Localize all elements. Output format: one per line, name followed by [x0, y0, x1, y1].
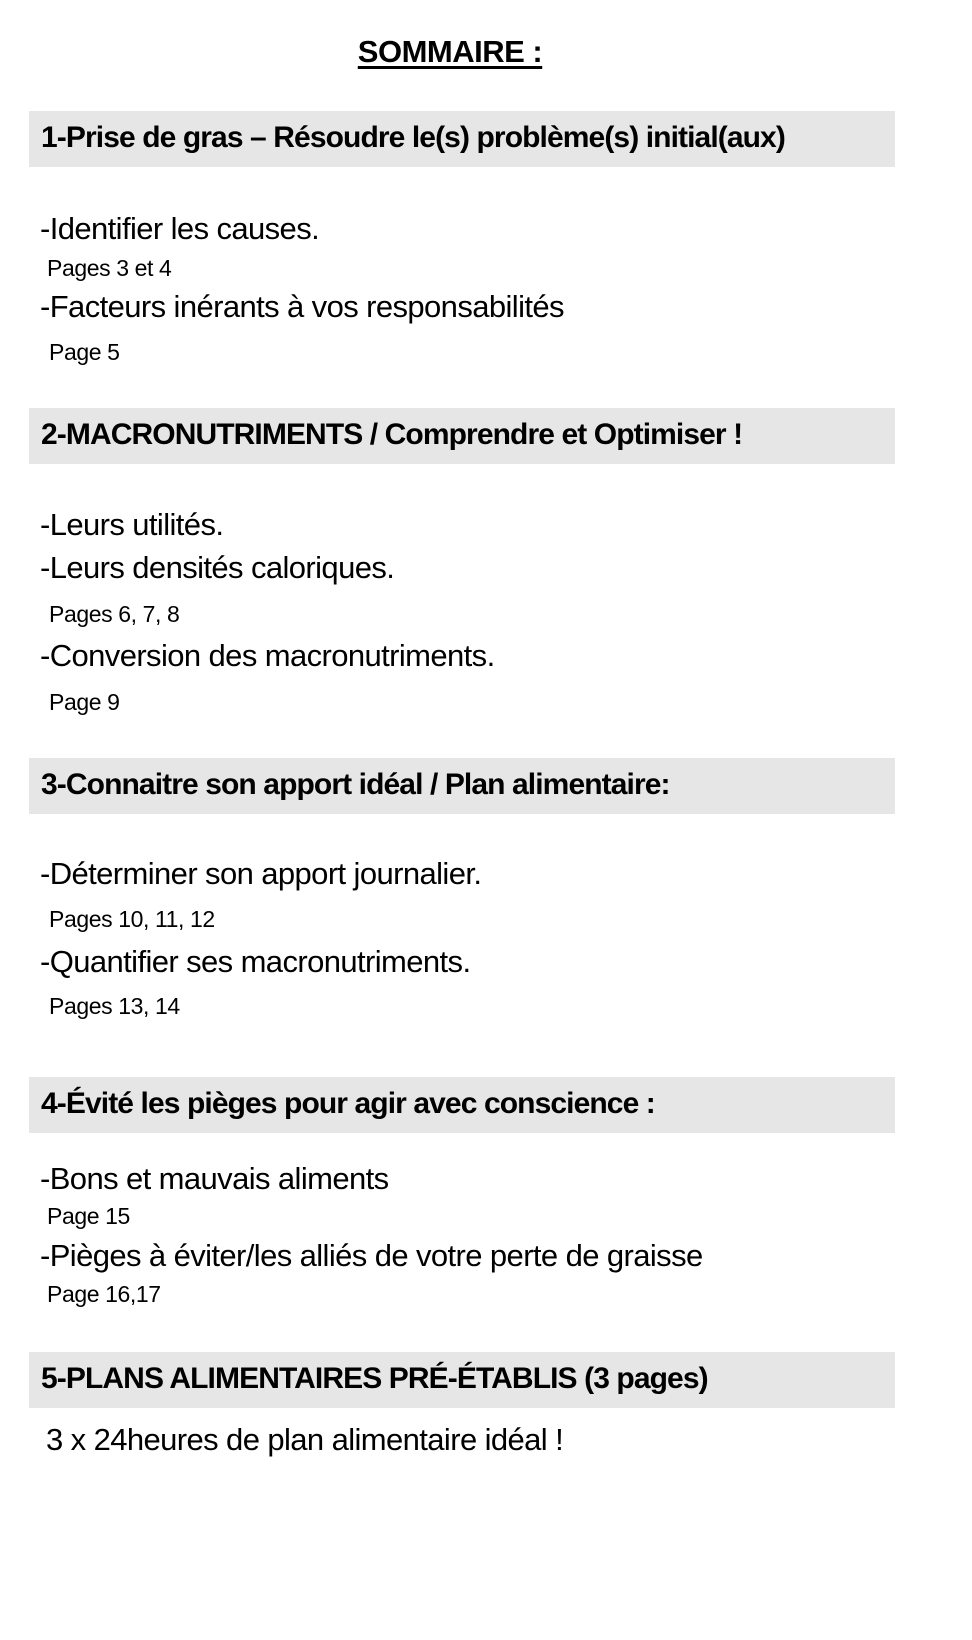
section-4-item-1-pages: Page 15 [47, 1203, 130, 1229]
section-2-item-2: -Leurs densités caloriques. [40, 550, 395, 585]
section-4-header [29, 1077, 895, 1133]
section-2-item-1: -Leurs utilités. [40, 507, 224, 542]
section-2-item-3-pages: Page 9 [49, 689, 120, 715]
section-3-item-2: -Quantifier ses macronutriments. [40, 944, 471, 979]
section-4-item-1: -Bons et mauvais aliments [40, 1161, 389, 1196]
section-5-item-1: 3 x 24heures de plan alimentaire idéal ! [46, 1422, 564, 1457]
section-1-heading: 1-Prise de gras – Résoudre le(s) problème(s) initial(aux) [41, 121, 785, 154]
section-4-item-2-pages: Page 16,17 [47, 1281, 161, 1307]
section-3-heading: 3-Connaitre son apport idéal / Plan alimentaire: [41, 768, 670, 801]
section-3-header [29, 758, 895, 814]
section-2-heading: 2-MACRONUTRIMENTS / Comprendre et Optimiser ! [41, 418, 743, 451]
section-5-header [29, 1352, 895, 1408]
page-title: SOMMAIRE : [357, 34, 543, 69]
section-3-item-1: -Déterminer son apport journalier. [40, 856, 482, 891]
section-1-item-1: -Identifier les causes. [40, 211, 320, 246]
section-2-item-2-pages: Pages 6, 7, 8 [49, 601, 180, 627]
section-5-heading: 5-PLANS ALIMENTAIRES PRÉ-ÉTABLIS (3 pages) [41, 1362, 708, 1395]
section-4-heading: 4-Évité les pièges pour agir avec conscience : [41, 1087, 655, 1120]
section-1-header [29, 111, 895, 167]
section-2-item-3: -Conversion des macronutriments. [40, 638, 495, 673]
section-1-item-2: -Facteurs inérants à vos responsabilités [40, 289, 564, 324]
section-1-item-2-pages: Page 5 [49, 339, 120, 365]
section-2-header [29, 408, 895, 464]
section-3-item-1-pages: Pages 10, 11, 12 [49, 906, 215, 932]
section-3-item-2-pages: Pages 13, 14 [49, 993, 180, 1019]
section-1-item-1-pages: Pages 3 et 4 [47, 255, 172, 281]
section-4-item-2: -Pièges à éviter/les alliés de votre perte de graisse [40, 1238, 703, 1273]
